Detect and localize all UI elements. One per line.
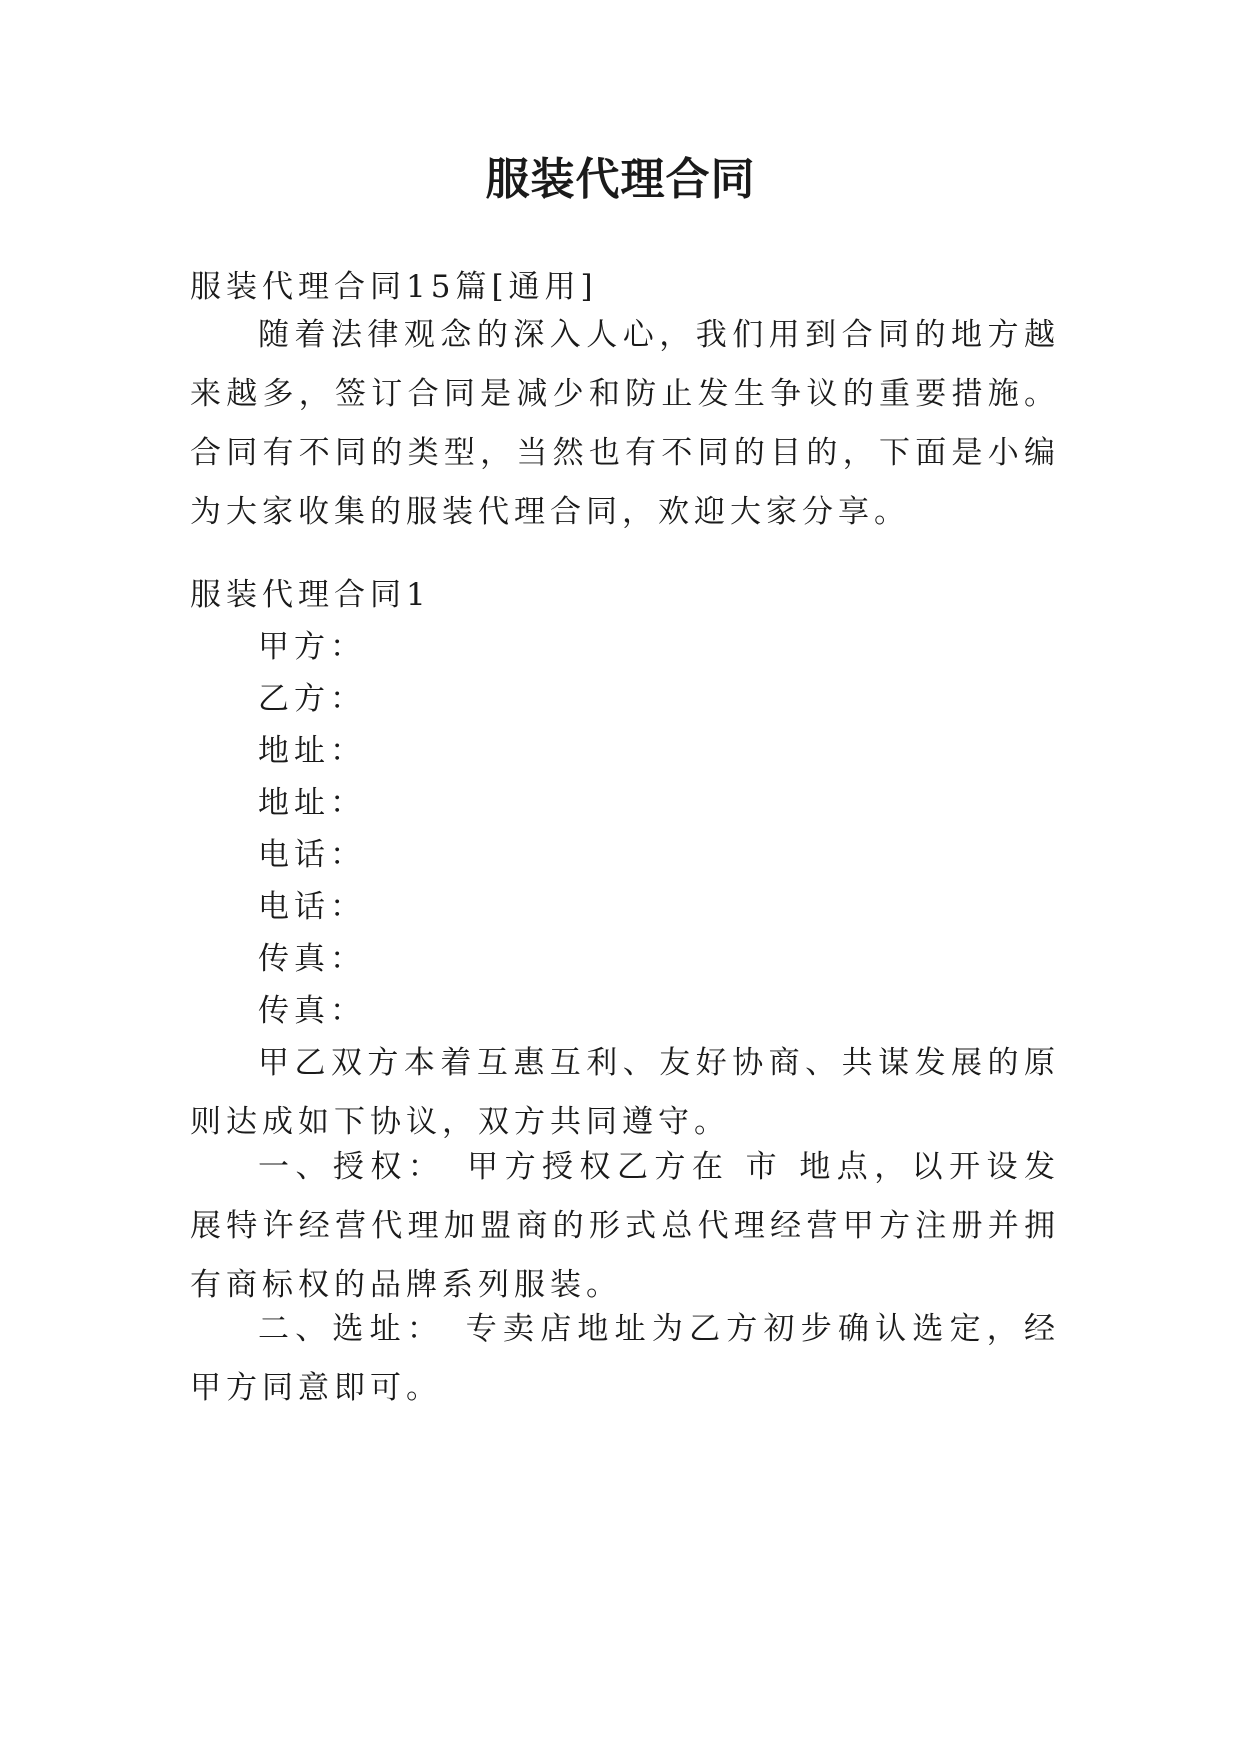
agreement-paragraph: 甲乙双方本着互惠互利、友好协商、共谋发展的原则达成如下协议，双方共同遵守。 (190, 1045, 1060, 1140)
field-party-a: 甲方： (258, 629, 366, 665)
field-address-b: 地址： (258, 785, 366, 821)
field-fax-a: 传真： (258, 941, 366, 977)
field-address-a: 地址： (258, 733, 366, 769)
clause-site-selection: 二、选址： 专卖店地址为乙方初步确认选定，经甲方同意即可。 (190, 1311, 1060, 1406)
clause-authorization: 一、授权： 甲方授权乙方在 市 地点，以开设发展特许经营代理加盟商的形式总代理经营甲方注册并拥有商标权的品牌系列服装。 (190, 1149, 1060, 1303)
intro-paragraph: 随着法律观念的深入人心，我们用到合同的地方越来越多，签订合同是减少和防止发生争议的重要措施。合同有不同的类型，当然也有不同的目的，下面是小编为大家收集的服装代理合同，欢迎大家分享。 (190, 317, 1060, 530)
document-subtitle: 服装代理合同15篇[通用] (190, 269, 598, 305)
page-title: 服装代理合同 (485, 154, 756, 205)
section-heading: 服装代理合同1 (190, 577, 431, 613)
field-fax-b: 传真： (258, 993, 366, 1029)
field-phone-b: 电话： (258, 889, 366, 925)
field-party-b: 乙方： (258, 681, 366, 717)
field-phone-a: 电话： (258, 837, 366, 873)
